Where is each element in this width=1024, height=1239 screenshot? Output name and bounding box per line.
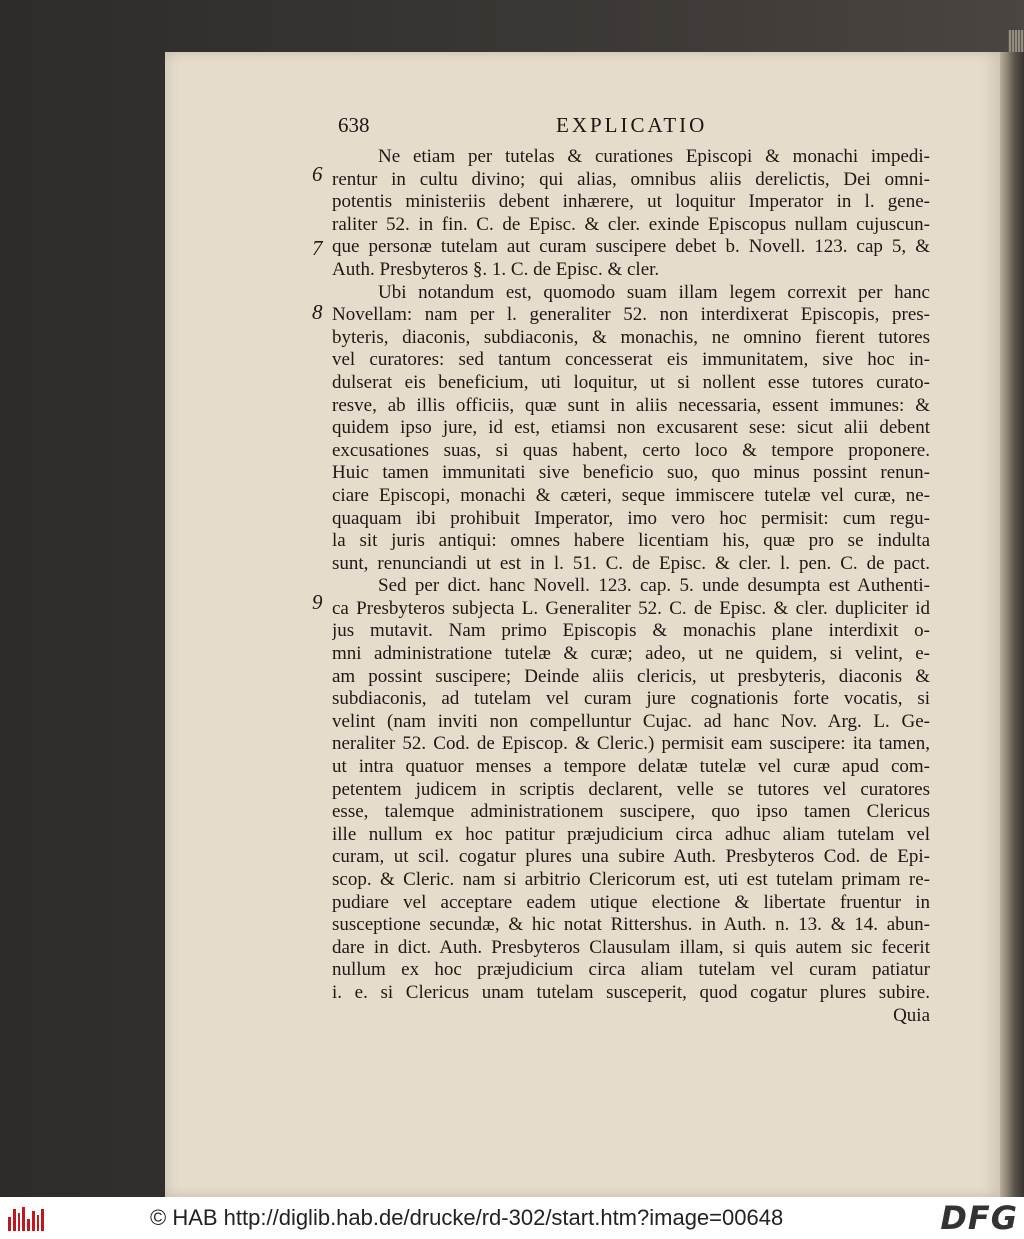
text-line: que personæ tutelam aut curam suscipere debet b. Novell. 123. cap 5, &: [332, 236, 930, 258]
text-line: resve, ab illis officiis, quæ sunt in aliis necessaria, essent immunes: &: [332, 394, 930, 416]
text-line: curam, ut scil. cogatur plures una subire Auth. Presbyteros Cod. de Epi-: [332, 846, 930, 868]
barcode-icon: [8, 1205, 44, 1231]
text-line: Ne etiam per tutelas & curationes Episcopi & monachi impedi-: [378, 146, 930, 167]
catchword: Quia: [893, 1004, 930, 1026]
text-line: Huic tamen immunitati sive beneficio suo, quo minus possint renun-: [332, 462, 930, 484]
text-line: scop. & Cleric. nam si arbitrio Clericorum est, uti est tutelam primam re-: [332, 869, 930, 890]
text-line: dare in dict. Auth. Presbyteros Clausulam illam, si quis autem sic fecerit: [332, 936, 930, 958]
text-line: ille nullum ex hoc patitur præjudicium circa adhuc aliam tutelam vel: [332, 823, 930, 845]
running-title: EXPLICATIO: [556, 113, 708, 137]
text-line: ca Presbyteros subjecta L. Generaliter 52. C. de Episc. & cler. dupliciter id: [332, 597, 930, 619]
text-line: esse, talemque administrationem suscipere, quo ipso tamen Clericus: [332, 801, 930, 823]
text-line: excusationes suas, si quas habent, certo loco & tempore proponere.: [332, 439, 930, 461]
page-number: 638: [338, 113, 370, 137]
margin-number: 6: [312, 162, 323, 186]
dfg-logo: DFG: [940, 1199, 1018, 1237]
text-line: petentem judicem in scriptis declarent, velle se tutores vel curatores: [332, 778, 930, 800]
text-line: potentis ministeriis debent inhærere, ut loquitur Imperator in l. gene-: [332, 191, 930, 213]
text-line: quaquam ibi prohibuit Imperator, imo vero hoc permisit: cum regu-: [332, 507, 930, 529]
text-line: velint (nam inviti non compelluntur Cujac. ad hanc Nov. Arg. L. Ge-: [332, 710, 930, 732]
text-line: sunt, renunciandi ut est in l. 51. C. de Episc. & cler. l. pen. C. de pact.: [332, 552, 930, 574]
text-line: ut intra quatuor menses a tempore delatæ tutelæ vel curæ apud com-: [332, 756, 930, 778]
text-line: Ubi notandum est, quomodo suam illam legem correxit per hanc: [378, 281, 930, 303]
margin-number: 9: [312, 590, 323, 614]
text-line: vel curatores: sed tantum concesserat eis immunitatem, sive hoc in-: [332, 349, 930, 371]
text-line: quidem ipso jure, id est, etiamsi non excusarent sese: sicut alii debent: [332, 417, 930, 439]
margin-number: 7: [312, 236, 323, 260]
text-line: byteris, diaconis, subdiaconis, & monachis, ne omnino fierent tutores: [332, 326, 930, 348]
text-line: nullum ex hoc præjudicium circa aliam tutelam vel curam patiatur: [332, 959, 930, 981]
text-line: subdiaconis, ad tutelam vel curam jure cognationis forte vocatis, si: [332, 688, 930, 710]
text-line: susceptione secundæ, & hic notat Rittershus. in Auth. n. 13. & 14. abun-: [332, 914, 930, 936]
text-line: Novellam: nam per l. generaliter 52. non interdixerat Episcopis, pres-: [332, 304, 930, 326]
text-line: i. e. si Clericus unam tutelam susceperit, quod cogatur plures subire.: [332, 981, 930, 1003]
text-line: la sit juris antiqui: omnes habere licentiam his, quæ pro se indulta: [332, 530, 930, 552]
text-line: pudiare vel acceptare eadem utique electione & libertate fruentur in: [332, 891, 930, 913]
body-text: [332, 146, 930, 1027]
text-line: neraliter 52. Cod. de Episcop. & Cleric.) permisit eam suscipere: ita tamen,: [332, 733, 930, 755]
text-line: dulserat eis beneficium, uti loquitur, ut si nollent esse tutores curato-: [332, 371, 930, 393]
text-line: am possint suscipere; Deinde aliis clericis, ut presbyteris, diaconis &: [332, 665, 930, 687]
footer-bar: [0, 1197, 1024, 1239]
text-line: ciare Episcopi, monachi & cæteri, seque immiscere tutelæ vel curæ, ne-: [332, 484, 930, 506]
text-line: rentur in cultu divino; qui alias, omnibus aliis derelictis, Dei omni-: [332, 168, 930, 190]
text-line: Sed per dict. hanc Novell. 123. cap. 5. unde desumpta est Authenti-: [378, 575, 930, 597]
text-line: raliter 52. in fin. C. de Episc. & cler. exinde Episcopus nullam cujuscun-: [332, 213, 930, 235]
margin-number: 8: [312, 300, 323, 324]
text-line: mni administratione tutelæ & curæ; adeo, ut ne quidem, si velint, e-: [332, 643, 930, 665]
text-line: jus mutavit. Nam primo Episcopis & monachis plane interdixit o-: [332, 620, 930, 642]
text-line: Auth. Presbyteros §. 1. C. de Episc. & cler.: [332, 258, 660, 280]
copyright-link[interactable]: © HAB http://diglib.hab.de/drucke/rd-302/start.htm?image=00648: [150, 1205, 784, 1230]
page-fore-edge: [1000, 52, 1024, 1197]
